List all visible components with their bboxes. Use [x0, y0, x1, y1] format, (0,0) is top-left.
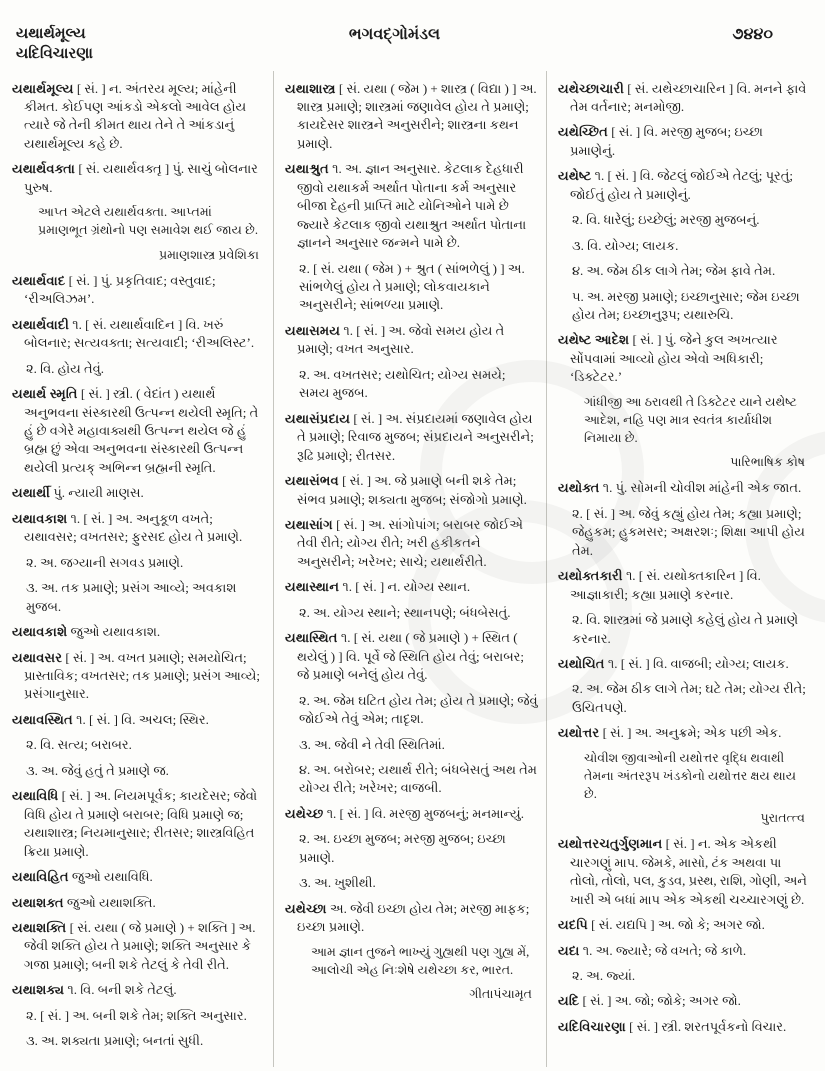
headword: યથોત્તર [558, 725, 600, 741]
headword: યથાર્થવક્તા [12, 161, 76, 177]
dictionary-entry: યથાવિધિ [ સં. ] અ. નિયમપૂર્વક; કાયદેસર; જેવો વિધિ હોય તે પ્રમાણે બરાબર; વિધિ પ્રમાણે જ; યથાશાસ્ત્ર; નિયમાનુસાર; રીતસર; શાસ્ત્રવિહિત ક્રિયા પ્રમાણે. [12, 788, 258, 859]
dictionary-entry: યથાશક્ત જુઓ યથાશક્તિ. [12, 894, 156, 910]
headword: યથાશાસ્ત્ર [285, 80, 336, 96]
dictionary-entry: યથાવકાશે જુઓ યથાવકાશ. [12, 624, 161, 640]
sense-item: ૨. અ. જેમ ઠીક લાગે તેમ; ઘટે તેમ; યોગ્ય રીતે; ઉચિતપણે. [572, 681, 806, 715]
dictionary-entry: યથેષ્ટ આદેશ [ સં. ] પું. જેને કુલ અખત્યાર સોંપવામાં આવ્યો હોય એવો અધિકારી; ‘ડિક્ટેટર.’ [558, 332, 778, 385]
headword: યથેચ્છિત [558, 124, 608, 140]
sense-item: ૩. વિ. યોગ્ય; લાયક. [572, 237, 679, 253]
dictionary-columns [0, 67, 825, 1067]
headword: યથાસ્થિત [285, 630, 338, 646]
citation: આમ જ્ઞાન તુજને ભાખ્યું ગુહ્યથી પણ ગુહ્ય મેં, આલોચી એહ નિઃશેષે યથેચ્છા કર, ભારત. [311, 944, 530, 977]
sense-item: ૩. અ. જેવું હતું તે પ્રમાણે જ. [26, 762, 169, 778]
headword: યથાશ્રુત [285, 161, 329, 177]
dictionary-entry: યથાવિહિત જુઓ યથાવિધિ. [12, 869, 153, 885]
column-left [8, 71, 273, 1067]
attribution: પ્રમાણશાસ્ત્ર પ્રવેશિકા [158, 247, 259, 262]
dictionary-entry: યથાર્થમૂલ્ય [ સં. ] ન. અંતરય મૂલ્ય; માંહેની કીમત. કોઈપણ આંકડો એકલો આવેલ હોય ત્યારે જે તેની કીમત થાય તેને તે આંકડાનું યથાર્થમૂલ્ય કહે છે. [12, 80, 247, 151]
headword: યથોક્તકારી [558, 568, 623, 584]
headword: યથાવકાશે [12, 624, 68, 640]
dictionary-entry: યદિવિચારણા [ સં. ] સ્ત્રી. શરતપૂર્વકનો વિચાર. [558, 1018, 787, 1034]
headword: યથાવિહિત [12, 869, 69, 885]
last-guide-word: યદિવિચારણા [16, 46, 93, 63]
citation: ચોવીશ જીવાઓની યથોત્તર વૃદ્ધિ થવાથી તેમના અંતરરૂપ ખંડકોનો યથોત્તર ક્ષય થાય છે. [584, 750, 797, 801]
sense-item: ૪. અ. બરોબર; યથાર્થ રીતે; બંધબેસતું અથ તેમ યોગ્ય રીતે; ખરેખર; વાજબી. [299, 762, 537, 796]
sense-item: ૩. અ. જેવી ને તેવી સ્થિતિમાં. [299, 736, 445, 752]
headword: યથેષ્ટ [558, 168, 592, 184]
first-guide-word: યથાર્થમૂલ્ય [16, 26, 86, 42]
headword: યથોત્તરચતુર્ગુણમાન [558, 836, 663, 852]
headword: યથાસાંગ [285, 517, 333, 533]
headword: યથાસમય [285, 322, 341, 338]
headword: યથાવસર [12, 649, 63, 665]
attribution: પારિભાષિક કોષ [730, 455, 805, 470]
headword: યથોચિત [558, 655, 605, 671]
dictionary-entry: યથોત્તર [ સં. ] અ. અનુક્રમે; એક પછી એક. [558, 725, 782, 741]
dictionary-entry: યથાવકાશ ૧. [ સં. ] અ. અનુકૂળ વખતે; યથાવસર; વખતસર; ફુરસદ હોય તે પ્રમાણે. [12, 510, 243, 545]
headword: યથાર્થ સ્મૃતિ [12, 386, 78, 402]
headword: યથાસંભવ [285, 473, 339, 489]
headword: યથાશક્તિ [12, 919, 67, 935]
dictionary-entry: યથાશક્ય ૧. વિ. બની શકે તેટલું. [12, 982, 177, 998]
dictionary-entry: યદિ [ સં. ] અ. જો; જોકે; અગર જો. [558, 993, 741, 1009]
dictionary-entry: યથાસંભવ [ સં. ] અ. જે પ્રમાણે બની શકે તેમ; સંભવ પ્રમાણે; શક્યતા મુજબ; સંજોગો પ્રમાણે. [285, 473, 527, 507]
headword: યથાસ્થાન [285, 579, 340, 595]
sense-item: ૪. અ. જેમ ઠીક લાગે તેમ; જેમ ફાવે તેમ. [572, 263, 776, 279]
headword: યથાર્થમૂલ્ય [12, 80, 74, 96]
dictionary-entry: યથાશ્રુત ૧. અ. જ્ઞાન અનુસાર. કેટલાક દેહધારી જીવો યથાકર્મ અર્થાત પોતાના કર્મ અનુસાર બીજા દેહની પ્રાપ્તિ માટે યોનિઓને પામે છે જ્યારે કેટલાક જીવો યથાશ્રુત અર્થાત પોતાના જ્ઞાનને અનુસાર જન્મને પામે છે. [285, 161, 527, 251]
dictionary-entry: યથોત્તરચતુર્ગુણમાન [ સં. ] ન. એક એકથી ચારગણું માપ. જેમકે, માસો, ટંક અથવા પા તોલો, તોલો, પલ, કુડવ, પ્રસ્થ, રાશિ, ગોણી, અને ખારી એ બધાં માપ એક એકથી ચચ્ચારગણું છે. [558, 836, 807, 907]
headword: યથેષ્ટ આદેશ [558, 332, 630, 348]
dictionary-entry: યથેચ્છ ૧. [ સં. ] વિ. મરજી મુજબનું; મનમાન્યું. [285, 805, 524, 821]
attribution: ગીતાપંચામૃત [469, 987, 532, 1002]
dictionary-entry: યથોક્તકારી ૧. [ સં. યથોક્તકારિન ] વિ. આજ્ઞાકારી; કહ્યા પ્રમાણે કરનાર. [558, 568, 761, 602]
dictionary-entry: યથેષ્ટ ૧. [ સં. ] વિ. જેટલું જોઈએ તેટલું; પૂરતું; જોઈતું હોય તે પ્રમાણેનું. [558, 168, 794, 202]
sense-item: ૨. અ. જેમ ઘટિત હોય તેમ; હોય તે પ્રમાણે; જેવું જોઈએ તેવું એમ; તાદૃશ. [299, 692, 538, 727]
book-title: ભગવદ્ગોમંડલ [348, 26, 441, 43]
dictionary-entry: યથાસંપ્રદાય [ સં. ] અ. સંપ્રદાયમાં જણાવેલ હોય તે પ્રમાણે; રિવાજ મુજબ; સંપ્રદાયને અનુસરીને; રૂઢિ પ્રમાણે; રીતસર. [285, 410, 534, 463]
dictionary-entry: યથાર્થવાદ [ સં. ] પું. પ્રકૃતિવાદ; વસ્તુવાદ; ‘રીઅલિઝમ’. [12, 272, 216, 307]
attribution: પુરાતત્ત્વ [760, 811, 805, 826]
dictionary-entry: યથાર્થ સ્મૃતિ [ સં. ] સ્ત્રી. ( વેદાંત ) યથાર્થ અનુભવના સંસ્કારથી ઉત્પન્ન થયેલી સ્મૃતિ; તે હું છે વગેરે મહાવાક્યથી ઉત્પન્ન થયેલ જે હું બ્રહ્મ છું એવા અનુભવના સંસ્કારથી ઉત્પન્ન થયેલી પ્રત્યક્ અભિન્ન બ્રહ્મની સ્મૃતિ. [12, 386, 259, 475]
sense-item: ૩. અ. તક પ્રમાણે; પ્રસંગ આવ્યે; અવકાશ મુજબ. [26, 580, 237, 614]
headword: યથાવકાશ [12, 510, 68, 526]
dictionary-entry: યથાશક્તિ [ સં. યથા ( જે પ્રમાણે ) + શક્તિ ] અ. જેવી શક્તિ હોય તે પ્રમાણે; શક્તિ અનુસાર કે ગજા પ્રમાણે; બની શકે તેટલું કે તેવી રીતે. [12, 919, 256, 972]
headword: યથેચ્છ [285, 805, 324, 821]
dictionary-entry: યથાર્થવક્તા [ સં. યથાર્થવક્તૃ ] પું. સાચું બોલનાર પુરુષ. [12, 161, 258, 195]
dictionary-entry: યથેચ્છિત [ સં. ] વિ. મરજી મુજબ; ઇચ્છા પ્રમાણેનું. [558, 124, 763, 158]
headword: યથેચ્છા [285, 900, 327, 916]
headword: યથાશક્ત [12, 894, 64, 910]
sense-item: ૨. અ. વખતસર; યથોચિત; યોગ્ય સમયે; સમય મુજબ. [299, 366, 506, 401]
sense-item: ૫. અ. મરજી પ્રમાણે; ઇચ્છાનુસાર; જેમ ઇચ્છા હોય તેમ; ઇચ્છાનુરૂપ; યથારુચિ. [572, 288, 800, 323]
headword: યથાર્થી [12, 485, 51, 501]
dictionary-entry: યથાસ્થાન ૧. [ સં. ] ન. યોગ્ય સ્થાન. [285, 579, 471, 595]
dictionary-entry: યદા ૧. અ. જ્યારે; જે વખતે; જે કાળે. [558, 942, 747, 958]
headword: યથેચ્છાચારી [558, 80, 625, 96]
column-right [546, 71, 819, 1067]
sense-item: ૨. વિ. ધારેલું; ઇચ્છેલું; મરજી મુજબનું. [572, 212, 760, 228]
headword: યદપિ [558, 917, 588, 933]
citation: આપ્ત એટલે યથાર્થવક્તા. આપ્તમાં પ્રમાણભૂત ગ્રંથોનો પણ સમાવેશ થઈ જાય છે. [38, 205, 259, 238]
headword: યથાસંપ્રદાય [285, 410, 351, 426]
sense-item: ૨. વિ. સત્ય; બરાબર. [26, 737, 132, 753]
page-header [0, 0, 825, 67]
dictionary-entry: યથેચ્છા અ. જેવી ઇચ્છા હોય તેમ; મરજી માફક; ઇચ્છા પ્રમાણે. [285, 900, 530, 935]
citation: ગાંધીજી આ ઠરાવથી તે ડિક્ટેટર યાને યથેષ્ટ આદેશ, નહિ પણ માત્ર સ્વતંત્ર કાર્યાધીશ નિમાયા છે. [584, 394, 797, 445]
sense-item: ૨. અ. યોગ્ય સ્થાને; સ્થાનપણે; બંધબેસતું. [299, 604, 511, 620]
dictionary-entry: યથાસમય ૧. [ સં. ] અ. જેવો સમય હોય તે પ્રમાણે; વખત અનુસાર. [285, 322, 505, 357]
headword: યથાવિધિ [12, 788, 59, 804]
sense-item: ૨. [ સં. ] અ. જેવું કહ્યું હોય તેમ; કહ્યા પ્રમાણે; જેહુકમ; હુકમસર; અક્ષરશઃ; શિક્ષા આપી હોય તેમ. [572, 505, 805, 558]
sense-item: ૨. [ સં. યથા ( જેમ ) + શ્રુત ( સાંભળેલું ) ] અ. સાંભળેલું હોય તે પ્રમાણે; લોકવાયકાને અનુસરીને; સાંભળ્યા પ્રમાણે. [299, 260, 525, 313]
dictionary-entry: યથાશાસ્ત્ર [ સં. યથા ( જેમ ) + શાસ્ત્ર ( વિદ્યા ) ] અ. શાસ્ત્ર પ્રમાણે; શાસ્ત્રમાં જણાવેલ હોય તે પ્રમાણે; કાયદેસર શાસ્ત્રને અનુસરીને; શાસ્ત્રના કથન પ્રમાણે. [285, 80, 537, 151]
sense-item: ૩. અ. ખુશીથી. [299, 875, 376, 891]
sense-item: ૨. અ. જ્યાં. [572, 968, 636, 983]
headword: યથાશક્ય [12, 982, 65, 998]
sense-item: ૨. વિ. હોય તેવું. [26, 360, 105, 376]
dictionary-entry: યથાસાંગ [ સં. ] અ. સાંગોપાંગ; બરાબર જોઈએ તેવી રીતે; યોગ્ય રીતે; ખરી હકીકતને અનુસરીને; ખરેખર; સાચે; યથાર્થરીતે. [285, 517, 523, 569]
header-guide-words [16, 24, 268, 65]
sense-item: ૩. અ. શક્યતા પ્રમાણે; બનતાં સુધી. [26, 1033, 204, 1049]
sense-item: ૨. વિ. શાસ્ત્રમાં જે પ્રમાણે કહેલું હોય તે પ્રમાણે કરનાર. [572, 612, 799, 646]
headword: યથાર્થવાદ [12, 272, 66, 288]
headword: યથાવસ્થિત [12, 711, 73, 727]
dictionary-entry: યથોચિત ૧. [ સં. ] વિ. વાજબી; યોગ્ય; લાયક. [558, 655, 789, 671]
headword: યથોક્ત [558, 480, 600, 496]
dictionary-entry: યથાવસર [ સં. ] અ. વખત પ્રમાણે; સમયોચિત; પ્રાસ્તાવિક; વખતસર; તક પ્રમાણે; પ્રસંગ આવ્યે; પ્રસંગાનુસાર. [12, 649, 260, 702]
dictionary-entry: યથોક્ત ૧. પું. સોમની ચોવીશ માંહેની એક જાત. [558, 480, 802, 496]
headword: યદિ [558, 993, 580, 1009]
dictionary-entry: યથાવસ્થિત ૧. [ સં. ] વિ. અચલ; સ્થિર. [12, 711, 209, 727]
dictionary-entry: યથાર્થવાદી ૧. [ સં. યથાર્થવાદિન ] વિ. ખરું બોલનાર; સત્યવક્તા; સત્યવાદી; ‘રીઅલિસ્ટ’. [12, 316, 255, 351]
page-number: ૭૪૪૦ [732, 26, 773, 43]
dictionary-entry: યથાસ્થિત ૧. [ સં. યથા ( જે પ્રમાણે ) + સ્થિત ( થયેલું ) ] વિ. પૂર્વે જે સ્થિતિ હોય તેવું; બરાબર; જે પ્રમાણે બનેલું હોય તેવું. [285, 630, 524, 683]
dictionary-entry: યથાર્થી પું. ન્યાયી માણસ. [12, 485, 144, 501]
dictionary-entry: યદપિ [ સં. યદ્યપિ ] અ. જો કે; અગર જો. [558, 917, 765, 933]
headword: યદા [558, 942, 580, 958]
sense-item: ૨. અ. જગ્યાની સગવડ પ્રમાણે. [26, 554, 184, 570]
headword: યથાર્થવાદી [12, 316, 70, 332]
sense-item: ૨. [ સં. ] અ. બની શકે તેમ; શક્તિ અનુસાર. [26, 1007, 247, 1023]
sense-item: ૨. અ. ઇચ્છા મુજબ; મરજી મુજબ; ઇચ્છા પ્રમાણે. [299, 831, 506, 865]
column-middle [273, 71, 546, 1067]
dictionary-entry: યથેચ્છાચારી [ સં. યથેચ્છાચારિન ] વિ. મનને ફાવે તેમ વર્તનાર; મનમોજી. [558, 80, 807, 114]
headword: યદિવિચારણા [558, 1018, 626, 1034]
